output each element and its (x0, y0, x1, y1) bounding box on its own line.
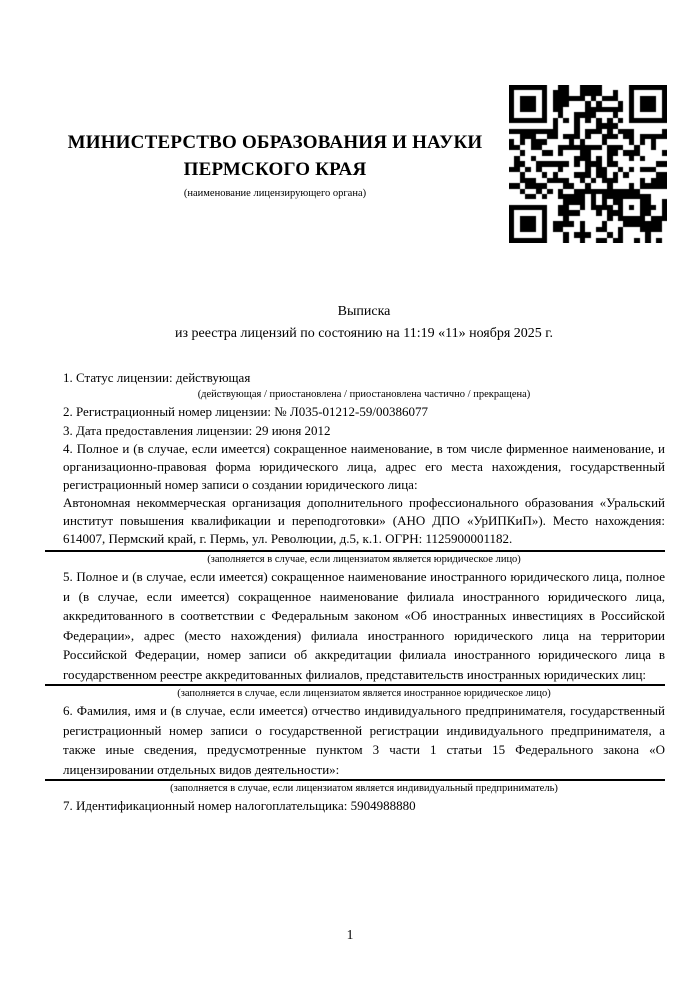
item-6-entrepreneur-question: 6. Фамилия, имя и (в случае, если имеется) отчество индивидуального предпринимателя, государственный регистрационный номер записи о государственной регистрации индивидуального предпринимателя, а также иные сведения, предусмотренные пунктом 3 части 1 статьи 15 Федерального закона «О лицензировании отдельных видов деятельности»: (63, 703, 665, 777)
item-4-caption: (заполняется в случае, если лицензиатом является юридическое лицо) (207, 554, 521, 565)
item-3-license-date: 3. Дата предоставления лицензии: 29 июня 2012 (63, 423, 331, 438)
document-title-line1: Выписка (337, 304, 391, 319)
item-7-taxpayer-number: 7. Идентификационный номер налогоплательщика: 5904988880 (63, 798, 416, 813)
page-number: 1 (346, 927, 354, 942)
item-2-registration-number: 2. Регистрационный номер лицензии: № Л035-01212-59/00386077 (63, 404, 429, 419)
document-title (63, 301, 665, 345)
authority-caption: (наименование лицензирующего органа) (183, 188, 367, 199)
item-4-legal-entity-value: Автономная некоммерческая организация дополнительного профессионального образования «Уральский институт повышения квалификации и переподготовки» (АНО ДПО «УрИПКиП»). Место нахождения: 614007, Пермский край, г. Пермь, ул. Революции, д.5, к.1. ОГРН: 1125900001182. (63, 495, 665, 546)
item-1-caption: (действующая / приостановлена / приостановлена частично / прекращена) (197, 389, 531, 400)
item-4-legal-entity-question: 4. Полное и (в случае, если имеется) сокращенное наименование, в том числе фирменное наименование, и организационно-правовая форма юридического лица, адрес его места нахождения, государственный регистрационный номер записи о создании юридического лица: (63, 441, 665, 492)
item-1-license-status: 1. Статус лицензии: действующая (63, 370, 251, 385)
document-body (63, 368, 665, 815)
qr-code-image (509, 85, 667, 243)
item-5-foreign-entity-question: 5. Полное и (в случае, если имеется) сокращенное наименование иностранного юридического лица, полное и (в случае, если имеется) сокращенное наименование филиала иностранного юридического лица, аккредитованного в соответствии с Федеральным законом «Об иностранных инвестициях в Российской Федерации», адрес (место нахождения) филиала иностранного юридического лица на территории Российской Федерации, номер записи об аккредитации филиала иностранного юридического лица в государственном реестре аккредитованных филиалов, представительств иностранных юридических лиц: (63, 569, 665, 682)
item-6-caption: (заполняется в случае, если лицензиатом является индивидуальный предприниматель) (170, 783, 558, 794)
authority-name-line2: ПЕРМСКОГО КРАЯ (183, 159, 367, 180)
licensing-authority-header (63, 129, 487, 201)
qr-code (509, 85, 667, 243)
item-5-caption: (заполняется в случае, если лицензиатом является иностранное юридическое лицо) (177, 688, 551, 699)
authority-name-line1: МИНИСТЕРСТВО ОБРАЗОВАНИЯ И НАУКИ (67, 132, 483, 153)
document-title-line2: из реестра лицензий по состоянию на 11:19 «11» ноября 2025 г. (175, 326, 553, 341)
